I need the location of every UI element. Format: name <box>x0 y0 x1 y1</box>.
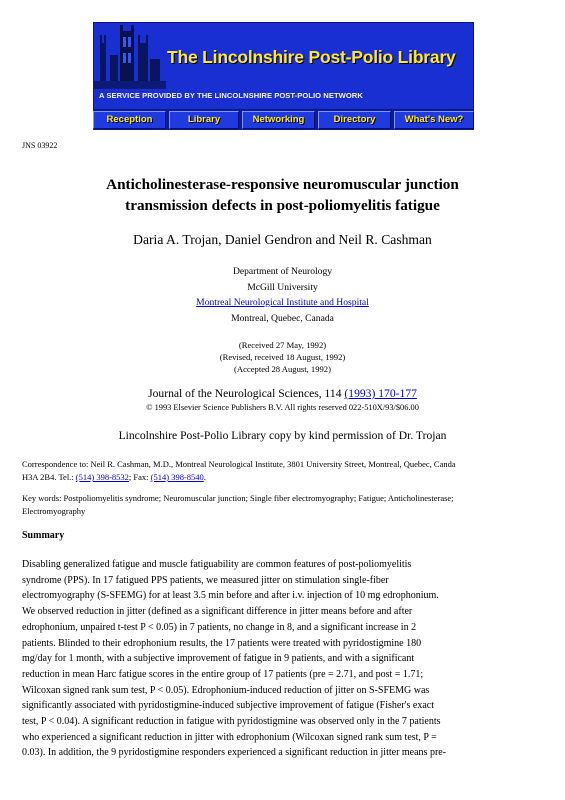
jns-number: JNS 03922 <box>22 141 58 150</box>
institute-link[interactable]: Montreal Neurological Institute and Hospital <box>196 297 369 308</box>
keywords-line1: Key words: Postpoliomyelitis syndrome; Neuromuscular junction; Single fiber electromyography; Fatigue; Anticholinesterase; <box>22 493 454 503</box>
summary-line: who experienced a significant reduction in jitter with edrophonium (Wilcoxan signed rank sum test, P = <box>22 731 437 743</box>
summary-line: edrophonium, unpaired t-test P < 0.05) in 7 patients, no change in 8, and a significant increase in 2 <box>22 621 417 633</box>
banner-header <box>93 22 474 110</box>
date-accepted: (Accepted 28 August, 1992) <box>234 364 331 374</box>
summary-heading: Summary <box>22 530 65 541</box>
period-text: . <box>203 472 206 482</box>
banner-title: The Lincolnshire Post-Polio Library <box>167 47 456 67</box>
journal-name: Journal of the Neurological Sciences, 114 <box>148 387 345 400</box>
banner-subtitle: A SERVICE PROVIDED BY THE LINCOLNSHIRE POST-POLIO NETWORK <box>99 91 363 100</box>
tel-link[interactable]: (514) 398-8532 <box>75 472 129 482</box>
site-banner <box>93 22 474 130</box>
article-title-line1: Anticholinesterase-responsive neuromuscular junction <box>106 176 459 193</box>
summary-line: 0.03). In addition, the 9 pyridostigmine responders experienced a significant reduction in jitter means pre- <box>22 747 447 759</box>
nav-library[interactable]: Library <box>169 111 239 129</box>
correspondence-line1: Correspondence to: Neil R. Cashman, M.D., Montreal Neurological Institute, 3801 University Street, Montreal, Quebec, Canda <box>22 459 456 469</box>
journal-citation <box>0 387 565 400</box>
nav-whats-new[interactable]: What's New? <box>394 111 474 129</box>
correspondence-line2 <box>22 471 540 484</box>
summary-body <box>22 557 550 761</box>
journal-link[interactable]: (1993) 170-177 <box>344 387 417 400</box>
affiliation-institute <box>0 295 565 311</box>
keywords-line2: Electromyography <box>22 506 86 516</box>
summary-line: syndrome (PPS). In 17 fatigued PPS patients, we measured jitter on stimulation single-fiber <box>22 574 389 586</box>
postal-code-text: H3A 2B4. Tel.: <box>22 472 76 482</box>
fax-link[interactable]: (514) 398-8540 <box>150 472 204 482</box>
nav-networking[interactable]: Networking <box>242 111 315 129</box>
nav-directory[interactable]: Directory <box>318 111 391 129</box>
date-revised: (Revised, received 18 August, 1992) <box>219 352 346 362</box>
summary-line: mg/day for 1 month, with a subjective improvement of fatigue in 9 patients, and with a significant <box>22 653 415 665</box>
affiliation-city: Montreal, Quebec, Canada <box>231 313 334 324</box>
affiliation-dept: Department of Neurology <box>232 266 333 277</box>
nav-reception[interactable]: Reception <box>93 111 166 129</box>
affiliation-univ: McGill University <box>247 282 318 293</box>
copyright: © 1993 Elsevier Science Publishers B.V. All rights reserved 022-510X/93/$06.00 <box>146 403 419 412</box>
summary-line: reduction in mean Harc fatigue scores in the entire group of 17 patients (pre = 2.71, and post = 1.71; <box>22 668 424 680</box>
site-nav <box>93 110 474 130</box>
permission-note: Lincolnshire Post-Polio Library copy by kind permission of Dr. Trojan <box>118 429 447 442</box>
summary-line: Wilcoxan signed rank sum test, P < 0.05). Edrophonium-induced reduction of jitter on S-SFEMG was <box>22 684 430 696</box>
summary-line: Disabling generalized fatigue and muscle fatiguability are common features of post-poliomyelitis <box>22 559 412 570</box>
date-received: (Received 27 May, 1992) <box>238 340 327 350</box>
fax-label: ; Fax: <box>128 472 151 482</box>
authors: Daria A. Trojan, Daniel Gendron and Neil R. Cashman <box>133 232 432 247</box>
summary-line: significantly associated with pyridostigmine-induced subjective improvement of fatigue (Fisher's exact <box>22 700 434 712</box>
keywords <box>22 492 540 518</box>
article-title-line2: transmission defects in post-poliomyelitis fatigue <box>125 197 440 214</box>
correspondence <box>22 458 540 484</box>
summary-line: We observed reduction in jitter (defined as a significant difference in jitter means before and after <box>22 606 413 618</box>
summary-line: electromyography (S-SFEMG) for at least 3.5 min before and after i.v. injection of 10 mg edrophonium. <box>22 590 439 602</box>
summary-line: test, P < 0.04). A significant reduction in fatigue with pyridostigmine was observed only in the 7 patients <box>22 716 441 728</box>
summary-line: patients. Blinded to their edrophonium results, the 17 patients were treated with pyridostigmine 180 <box>22 637 422 649</box>
